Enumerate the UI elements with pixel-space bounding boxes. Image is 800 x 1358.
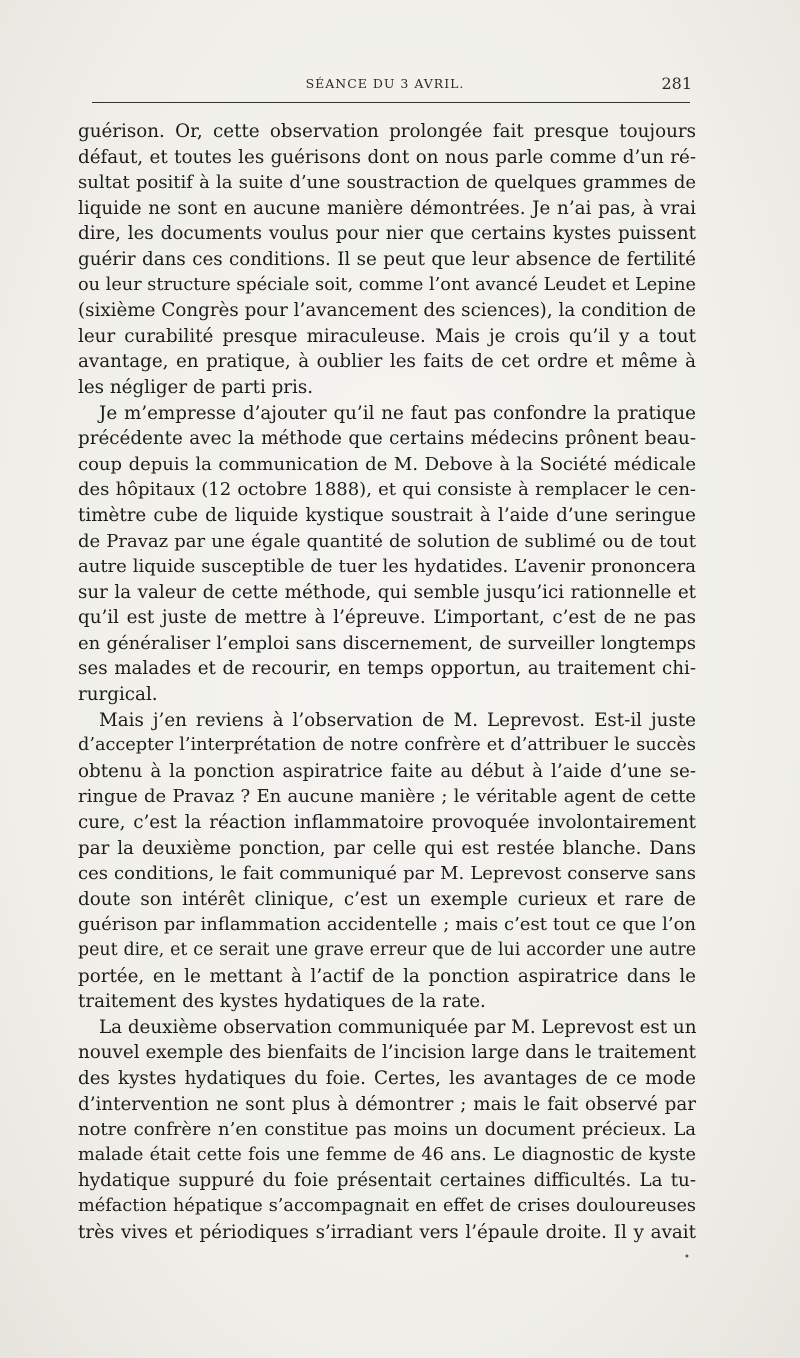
text-line: rurgical. [78, 684, 158, 706]
print-mark: • [684, 1252, 690, 1263]
text-line: dire, les documents voulus pour nier que certains kystes puissent [78, 223, 696, 245]
text-line: ses malades et de recourir, en temps opportun, au traitement chi- [78, 658, 696, 680]
body-text [78, 119, 696, 1245]
text-line: portée, en le mettant à l’actif de la ponction aspiratrice dans le [78, 965, 696, 987]
text-line: d’accepter l’interprétation de notre confrère et d’attribuer le succès [78, 735, 696, 756]
text-line: cure, c’est la réaction inflammatoire provoquée involontairement [78, 812, 696, 834]
paragraph-first-line: La deuxième observation communiquée par M. Leprevost est un [99, 1016, 697, 1038]
text-line: obtenu à la ponction aspiratrice faite au début à l’aide d’une se- [78, 760, 696, 782]
header-rule [92, 102, 690, 103]
text-line: des kystes hydatiques du foie. Certes, les avantages de ce mode [78, 1067, 696, 1089]
page-header [78, 70, 692, 106]
text-line: autre liquide susceptible de tuer les hydatides. L’avenir prononcera [78, 556, 696, 578]
text-line: coup depuis la communication de M. Debove à la Société médicale [78, 453, 696, 475]
text-line: notre confrère n’en constitue pas moins un document précieux. La [78, 1119, 696, 1141]
paragraph-first-line: Mais j’en reviens à l’observation de M. Leprevost. Est-il juste [99, 709, 696, 731]
text-line: défaut, et toutes les guérisons dont on nous parle comme d’un ré- [78, 146, 696, 168]
running-head: SÉANCE DU 3 AVRIL. [305, 76, 465, 91]
text-line: sur la valeur de cette méthode, qui semble jusqu’ici rationnelle et [78, 581, 696, 603]
text-line: les négliger de parti pris. [78, 376, 314, 398]
text-line: doute son intérêt clinique, c’est un exemple curieux et rare de [78, 888, 696, 910]
paragraph-first-line: Je m’empresse d’ajouter qu’il ne faut pas confondre la pratique [99, 402, 696, 424]
text-line: en généraliser l’emploi sans discernement, de surveiller longtemps [78, 632, 696, 654]
text-line: par la deuxième ponction, par celle qui est restée blanche. Dans [78, 837, 696, 859]
text-line: guérir dans ces conditions. Il se peut que leur absence de fertilité [78, 248, 696, 270]
text-line: ces conditions, le fait communiqué par M. Leprevost conserve sans [78, 863, 696, 885]
text-line: ringue de Pravaz ? En aucune manière ; le véritable agent de cette [78, 786, 696, 808]
text-line: hydatique suppuré du foie présentait certaines difficultés. La tu- [78, 1170, 696, 1192]
text-line: traitement des kystes hydatiques de la rate. [78, 991, 486, 1013]
text-line: ou leur structure spéciale soit, comme l’ont avancé Leudet et Lepine [78, 274, 696, 295]
text-line: des hôpitaux (12 octobre 1888), et qui consiste à remplacer le cen- [78, 479, 696, 501]
text-line: de Pravaz par une égale quantité de solution de sublimé ou de tout [78, 530, 696, 552]
text-line: méfaction hépatique s’accompagnait en effet de crises douloureuses [78, 1195, 696, 1216]
text-line: peut dire, et ce serait une grave erreur que de lui accorder une autre [78, 940, 696, 960]
text-line: leur curabilité presque miraculeuse. Mais je crois qu’il y a tout [78, 325, 696, 347]
text-line: qu’il est juste de mettre à l’épreuve. L’important, c’est de ne pas [78, 607, 696, 629]
text-line: timètre cube de liquide kystique soustrait à l’aide d’une seringue [78, 504, 696, 526]
text-line: liquide ne sont en aucune manière démontrées. Je n’ai pas, à vrai [78, 197, 696, 219]
text-line: très vives et périodiques s’irradiant vers l’épaule droite. Il y avait [78, 1221, 696, 1243]
text-line: (sixième Congrès pour l’avancement des sciences), la condition de [78, 300, 696, 322]
text-line: d’intervention ne sont plus à démontrer ; mais le fait observé par [78, 1093, 696, 1115]
text-line: sultat positif à la suite d’une soustraction de quelques grammes de [78, 172, 696, 194]
text-line: guérison par inflammation accidentelle ; mais c’est tout ce que l’on [78, 914, 696, 936]
text-line: avantage, en pratique, à oublier les faits de cet ordre et même à [78, 351, 696, 373]
page-number: 281 [661, 74, 692, 93]
text-line: nouvel exemple des bienfaits de l’incision large dans le traitement [78, 1042, 696, 1064]
text-line: précédente avec la méthode que certains médecins prônent beau- [78, 428, 696, 450]
text-line: malade était cette fois une femme de 46 ans. Le diagnostic de kyste [78, 1144, 696, 1165]
text-line: guérison. Or, cette observation prolongée fait presque toujours [78, 121, 696, 142]
